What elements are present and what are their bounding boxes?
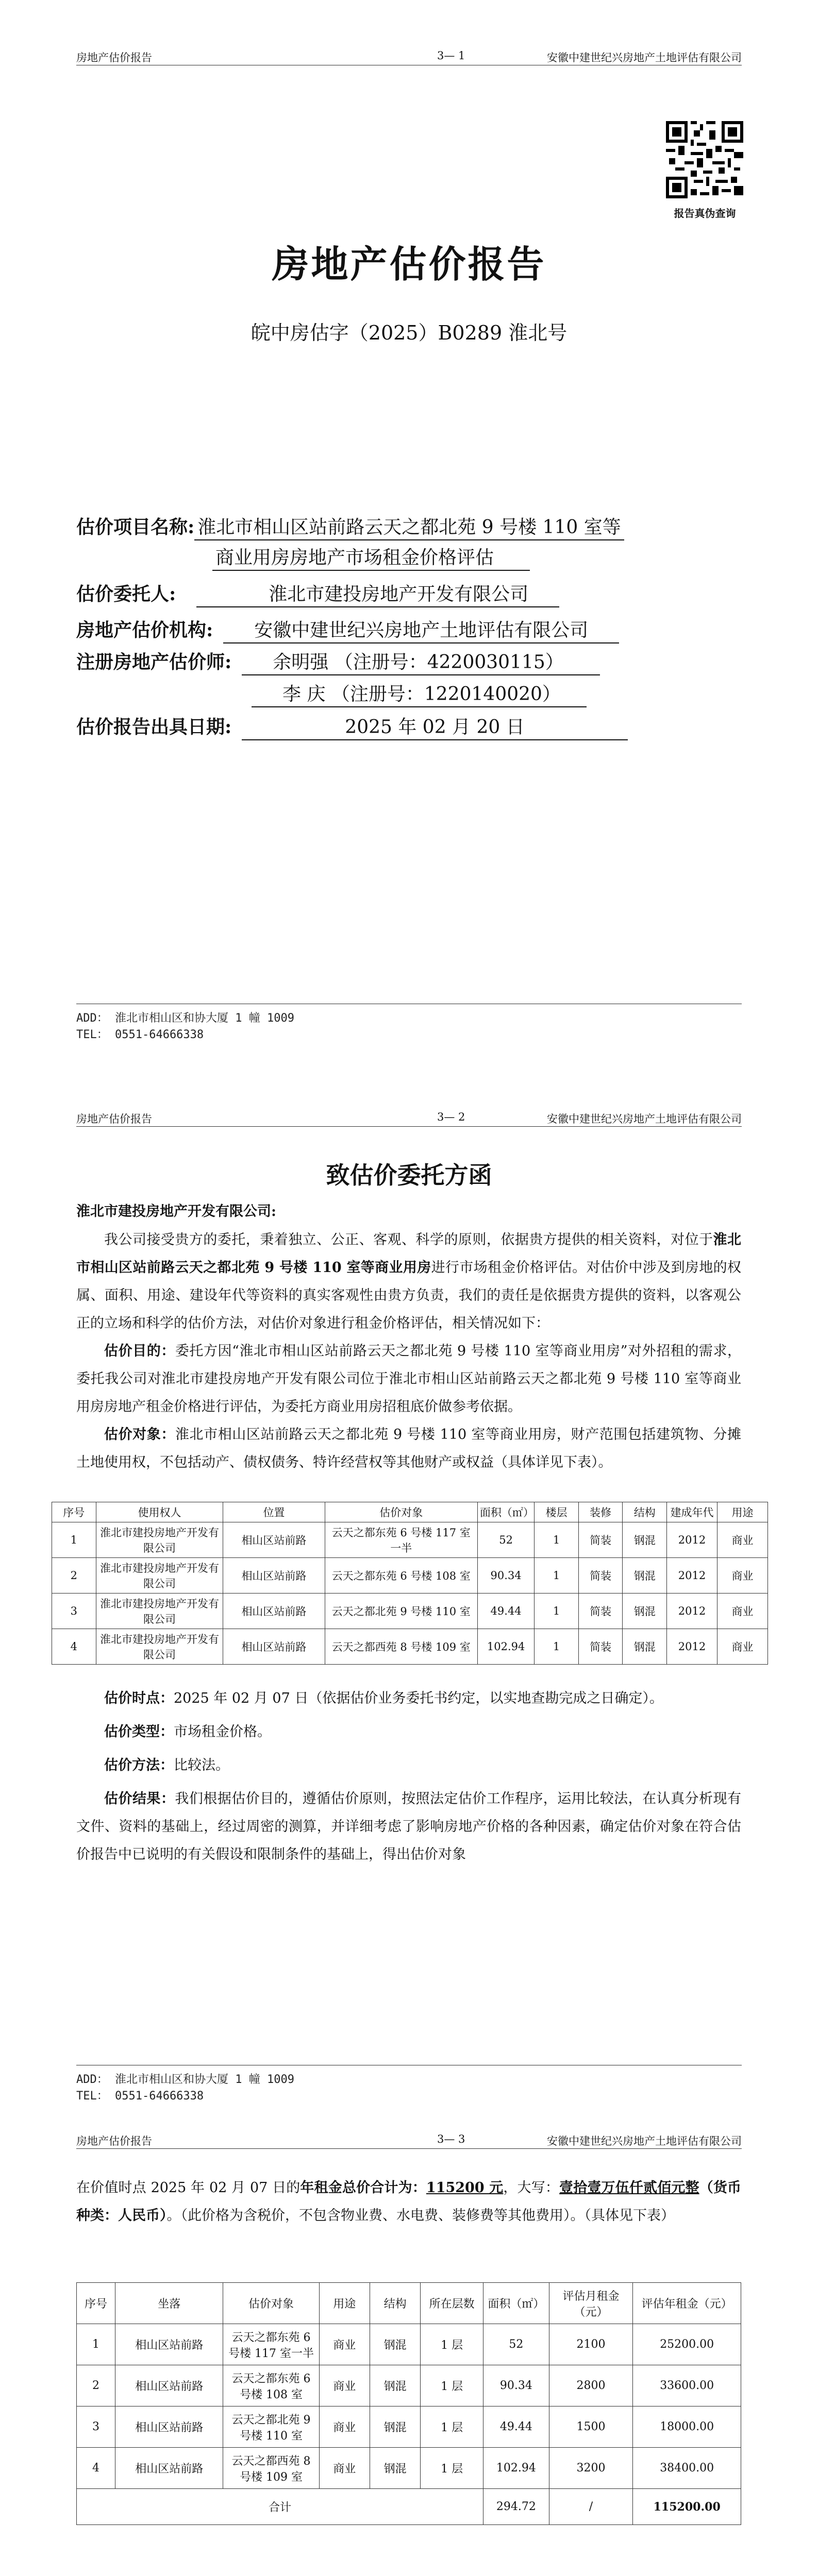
purpose-paragraph <box>76 1337 741 1421</box>
table-cell: 3 <box>52 1594 96 1629</box>
table-cell: 淮北市建投房地产开发有限公司 <box>96 1558 223 1594</box>
table-cell: 38400.00 <box>633 2448 741 2489</box>
table-row <box>77 2365 741 2406</box>
summary-label: 年租金总价合计为： <box>300 2180 426 2196</box>
table-header-cell: 面积（㎡） <box>483 2283 549 2324</box>
purpose-text: 委托方因“淮北市相山区站前路云天之都北苑 9 号楼 110 室等商业用房”对外招租的需求，委托我公司对淮北市建投房地产开发有限公司位于淮北市相山区站前路云天之都北苑 9 号楼 110 室等商业用房房地产租金价格进行评估，为委托方商业用房招租底价做参考依据。 <box>76 1343 742 1415</box>
header-right: 安徽中建世纪兴房地产土地评估有限公司 <box>547 1113 742 1125</box>
header-left: 房地产估价报告 <box>76 2135 152 2147</box>
type-text: 市场租金价格。 <box>174 1724 271 1740</box>
footer-address: ADD： 淮北市相山区和协大厦 1 幢 1009 <box>76 1012 294 1025</box>
table-cell: 1 层 <box>421 2448 483 2489</box>
table-cell: 云天之都北苑 9 号楼 110 室 <box>223 2406 319 2448</box>
table-cell: 2012 <box>666 1522 717 1558</box>
table-cell: 云天之都东苑 6 号楼 117 室一半 <box>223 2324 319 2365</box>
table-cell: 1500 <box>549 2406 633 2448</box>
table-cell: 25200.00 <box>633 2324 741 2365</box>
footer-phone: TEL： 0551-64666338 <box>76 2090 204 2103</box>
table-cell: 钢混 <box>623 1558 667 1594</box>
table-header-row <box>77 2283 741 2324</box>
table-cell: 钢混 <box>623 1629 667 1665</box>
table-cell: 49.44 <box>483 2406 549 2448</box>
table-cell: 相山区站前路 <box>115 2406 223 2448</box>
table-cell: 1 层 <box>421 2324 483 2365</box>
table-header-cell: 结构 <box>370 2283 420 2324</box>
table-cell: 2100 <box>549 2324 633 2365</box>
table-header-cell: 用途 <box>717 1502 767 1522</box>
table-cell: 商业 <box>319 2324 370 2365</box>
table-header-cell: 使用权人 <box>96 1502 223 1522</box>
table-cell: 1 <box>535 1594 579 1629</box>
table-cell: 云天之都东苑 6 号楼 117 室一半 <box>325 1522 477 1558</box>
header-left: 房地产估价报告 <box>76 52 152 64</box>
table-cell: 52 <box>477 1522 534 1558</box>
project-name-value-2: 商业用房房地产市场租金价格评估 <box>212 546 530 571</box>
table-cell: 相山区站前路 <box>115 2365 223 2406</box>
table-cell: 4 <box>52 1629 96 1665</box>
table-cell: 钢混 <box>370 2448 420 2489</box>
object-text: 淮北市相山区站前路云天之都北苑 9 号楼 110 室等商业用房，财产范围包括建筑物、分摊土地使用权，不包括动产、债权债务、特许经营权等其他财产或权益（具体详见下表）。 <box>76 1427 741 1470</box>
table-header-cell: 序号 <box>77 2283 115 2324</box>
table-header-cell: 估价对象 <box>325 1502 477 1522</box>
table-cell: 云天之都东苑 6 号楼 108 室 <box>223 2365 319 2406</box>
table-cell: 90.34 <box>477 1558 534 1594</box>
table-cell: 钢混 <box>623 1594 667 1629</box>
table-header-cell: 估价对象 <box>223 2283 319 2324</box>
cover-page <box>0 0 818 1061</box>
table-cell: 52 <box>483 2324 549 2365</box>
table-cell: 2800 <box>549 2365 633 2406</box>
type-label: 估价类型： <box>104 1724 174 1740</box>
appraiser-row <box>76 650 600 675</box>
header-right: 安徽中建世纪兴房地产土地评估有限公司 <box>547 52 742 64</box>
table-cell: 49.44 <box>477 1594 534 1629</box>
rent-table <box>76 2282 741 2525</box>
header-page-number: 3— 2 <box>437 1111 465 1123</box>
table-cell: 2 <box>52 1558 96 1594</box>
table-cell: 1 层 <box>421 2365 483 2406</box>
table-row <box>77 2448 741 2489</box>
header-page-number: 3— 1 <box>437 49 465 62</box>
table-cell: 1 <box>535 1522 579 1558</box>
appraiser-label: 注册房地产估价师: <box>76 651 232 673</box>
table-row <box>77 2406 741 2448</box>
table-cell: 商业 <box>717 1594 767 1629</box>
table-cell: 33600.00 <box>633 2365 741 2406</box>
letter-page <box>0 1061 818 2123</box>
table-cell: 云天之都西苑 8 号楼 109 室 <box>223 2448 319 2489</box>
time-label: 估价时点： <box>104 1690 174 1706</box>
table-cell: 3 <box>77 2406 115 2448</box>
report-number: 皖中房估字（2025）B0289 淮北号 <box>251 321 567 344</box>
table-cell: 钢混 <box>623 1522 667 1558</box>
table-header-row <box>52 1502 768 1522</box>
table-row <box>52 1522 768 1558</box>
table-cell: 商业 <box>717 1522 767 1558</box>
table-cell: 淮北市建投房地产开发有限公司 <box>96 1629 223 1665</box>
header-right: 安徽中建世纪兴房地产土地评估有限公司 <box>547 2135 742 2147</box>
object-label: 估价对象： <box>104 1427 175 1443</box>
table-cell: 淮北市建投房地产开发有限公司 <box>96 1522 223 1558</box>
table-row <box>77 2324 741 2365</box>
table-cell: 3200 <box>549 2448 633 2489</box>
total-label: 合计 <box>77 2489 483 2525</box>
table-header-cell: 所在层数 <box>421 2283 483 2324</box>
summary-text-3: 。（此价格为含税价，不包含物业费、水电费、装修费等其他费用）。（具体见下表） <box>166 2208 675 2224</box>
project-name-row <box>76 515 624 540</box>
total-area: 294.72 <box>483 2489 549 2525</box>
table-cell: 2012 <box>666 1558 717 1594</box>
table-cell: 钢混 <box>370 2365 420 2406</box>
table-row <box>52 1558 768 1594</box>
appraiser-row-2 <box>252 683 587 707</box>
table-cell: 102.94 <box>483 2448 549 2489</box>
project-name-value: 淮北市相山区站前路云天之都北苑 9 号楼 110 室等 <box>194 516 624 540</box>
letter-addressee: 淮北市建投房地产开发有限公司: <box>76 1204 276 1219</box>
result-text: 我们根据估价目的，遵循估价原则，按照法定估价工作程序，运用比较法，在认真分析现有文件、资料的基础上，经过周密的测算，并详细考虑了影响房地产价格的各种因素，确定估价对象在符合估价报告中已说明的有关假设和限制条件的基础上，得出估价对象 <box>76 1791 742 1862</box>
table-header-cell: 评估年租金（元） <box>633 2283 741 2324</box>
summary-amount-words: 壹拾壹万伍仟贰佰元整 <box>559 2180 699 2196</box>
table-cell: 18000.00 <box>633 2406 741 2448</box>
method-label: 估价方法： <box>104 1757 174 1773</box>
table-cell: 简装 <box>578 1522 623 1558</box>
time-paragraph <box>76 1685 741 1713</box>
table-header-cell: 结构 <box>623 1502 667 1522</box>
client-row <box>76 582 559 607</box>
table-cell: 云天之都西苑 8 号楼 109 室 <box>325 1629 477 1665</box>
table-cell: 1 <box>77 2324 115 2365</box>
table-cell: 相山区站前路 <box>223 1558 325 1594</box>
table-cell: 相山区站前路 <box>223 1594 325 1629</box>
appraiser-2: 李 庆 （注册号：1220140020） <box>252 683 587 707</box>
qr-label: 报告真伪查询 <box>674 207 736 219</box>
table-header-cell: 面积（㎡） <box>477 1502 534 1522</box>
footer-address: ADD： 淮北市相山区和协大厦 1 幢 1009 <box>76 2073 294 2086</box>
appraiser-1: 余明强 （注册号：4220030115） <box>242 651 600 675</box>
total-slash: / <box>549 2489 633 2525</box>
result-page <box>0 2123 818 2576</box>
table-header-cell: 建成年代 <box>666 1502 717 1522</box>
total-rent: 115200.00 <box>633 2489 741 2525</box>
property-table <box>52 1502 768 1665</box>
table-cell: 商业 <box>319 2365 370 2406</box>
issue-date-row <box>76 715 628 740</box>
page-header <box>76 2133 742 2149</box>
table-cell: 简装 <box>578 1629 623 1665</box>
intro-property: 淮北市相山区站前路云天之都北苑 9 号楼 110 室等商业用房 <box>76 1232 742 1276</box>
method-paragraph <box>76 1752 741 1780</box>
letter-intro <box>76 1226 741 1337</box>
footer-phone: TEL： 0551-64666338 <box>76 1028 204 1041</box>
project-name-row-2 <box>212 546 530 571</box>
summary-text-2: ，大写： <box>503 2180 560 2196</box>
table-cell: 云天之都北苑 9 号楼 110 室 <box>325 1594 477 1629</box>
purpose-label: 估价目的： <box>104 1343 175 1359</box>
summary-text-1: 在价值时点 2025 年 02 月 07 日的 <box>76 2180 301 2196</box>
table-cell: 商业 <box>717 1629 767 1665</box>
table-cell: 相山区站前路 <box>223 1629 325 1665</box>
issue-date-value: 2025 年 02 月 20 日 <box>242 716 627 740</box>
table-header-cell: 评估月租金（元） <box>549 2283 633 2324</box>
table-cell: 商业 <box>319 2406 370 2448</box>
table-cell: 2012 <box>666 1594 717 1629</box>
summary-currency: （货币种类：人民币） <box>76 2180 742 2224</box>
page-header <box>76 49 742 65</box>
header-left: 房地产估价报告 <box>76 1113 152 1125</box>
table-cell: 2 <box>77 2365 115 2406</box>
table-header-cell: 序号 <box>52 1502 96 1522</box>
agency-row <box>76 618 619 643</box>
qr-code-icon[interactable] <box>666 121 743 198</box>
result-label: 估价结果： <box>104 1791 175 1807</box>
project-name-label: 估价项目名称: <box>76 516 195 538</box>
table-cell: 1 <box>535 1558 579 1594</box>
table-cell: 相山区站前路 <box>223 1522 325 1558</box>
table-cell: 商业 <box>717 1558 767 1594</box>
table-total-row <box>77 2489 741 2525</box>
table-cell: 简装 <box>578 1594 623 1629</box>
table-row <box>52 1594 768 1629</box>
table-cell: 2012 <box>666 1629 717 1665</box>
time-text: 2025 年 02 月 07 日（依据估价业务委托书约定，以实地查勘完成之日确定）。 <box>174 1690 663 1706</box>
table-row <box>52 1629 768 1665</box>
table-header-cell: 用途 <box>319 2283 370 2324</box>
table-cell: 云天之都东苑 6 号楼 108 室 <box>325 1558 477 1594</box>
object-paragraph <box>76 1421 741 1477</box>
agency-value: 安徽中建世纪兴房地产土地评估有限公司 <box>223 619 619 643</box>
page-header <box>76 1111 742 1127</box>
table-cell: 4 <box>77 2448 115 2489</box>
table-cell: 102.94 <box>477 1629 534 1665</box>
summary-amount: 115200 元 <box>426 2180 504 2196</box>
table-header-cell: 坐落 <box>115 2283 223 2324</box>
type-paragraph <box>76 1718 741 1746</box>
intro-text-2: 进行市场租金价格评估。对估价中涉及到房地的权属、面积、用途、建设年代等资料的真实客观性由贵方负责，我们的责任是依据贵方提供的资料，以客观公正的立场和科学的估价方法，对估价对象进行租金价格评估，相关情况如下： <box>76 1260 741 1331</box>
report-title: 房地产估价报告 <box>272 242 546 286</box>
table-cell: 1 层 <box>421 2406 483 2448</box>
table-cell: 相山区站前路 <box>115 2448 223 2489</box>
intro-text-1: 我公司接受贵方的委托，秉着独立、公正、客观、科学的原则，依据贵方提供的相关资料，对位于 <box>104 1232 713 1248</box>
table-cell: 淮北市建投房地产开发有限公司 <box>96 1594 223 1629</box>
table-header-cell: 装修 <box>578 1502 623 1522</box>
table-header-cell: 楼层 <box>535 1502 579 1522</box>
table-cell: 钢混 <box>370 2324 420 2365</box>
table-cell: 相山区站前路 <box>115 2324 223 2365</box>
result-paragraph <box>76 1785 741 1869</box>
letter-title: 致估价委托方函 <box>326 1161 492 1189</box>
table-header-cell: 位置 <box>223 1502 325 1522</box>
summary-paragraph <box>76 2174 741 2230</box>
issue-date-label: 估价报告出具日期: <box>76 716 232 738</box>
client-label: 估价委托人: <box>76 583 176 605</box>
method-text: 比较法。 <box>174 1757 229 1773</box>
table-cell: 1 <box>52 1522 96 1558</box>
table-cell: 简装 <box>578 1558 623 1594</box>
header-page-number: 3— 3 <box>437 2133 465 2145</box>
table-cell: 1 <box>535 1629 579 1665</box>
agency-label: 房地产估价机构: <box>76 619 213 641</box>
client-value: 淮北市建投房地产开发有限公司 <box>196 583 559 607</box>
table-cell: 钢混 <box>370 2406 420 2448</box>
table-cell: 90.34 <box>483 2365 549 2406</box>
table-cell: 商业 <box>319 2448 370 2489</box>
